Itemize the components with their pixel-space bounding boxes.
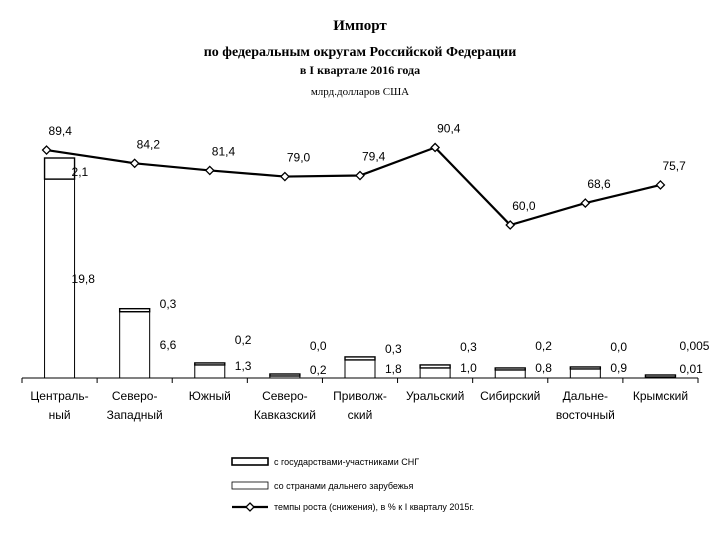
bar-cis [420, 365, 450, 368]
x-tick-label: восточный [555, 408, 615, 422]
data-label-far-abroad: 1,8 [385, 362, 402, 376]
chart-subtitle: по федеральным округам Российской Федерации [203, 45, 517, 60]
data-label-cis: 0,2 [234, 333, 252, 347]
line-point [581, 199, 589, 207]
legend-label-growth: темпы роста (снижения), в % к I кварталу 2015г. [274, 502, 475, 512]
data-label-cis: 0,0 [309, 339, 327, 353]
x-tick-label: Уральский [405, 389, 465, 403]
legend-marker-growth [246, 503, 254, 511]
legend-swatch-cis [232, 458, 268, 465]
data-label-growth: 84,2 [136, 137, 161, 152]
data-label-far-abroad: 0,2 [309, 363, 327, 377]
data-label-growth: 60,0 [512, 199, 536, 213]
legend-label-cis: с государствами-участниками СНГ [274, 457, 420, 467]
x-tick-label: Крымский [632, 389, 689, 403]
bar-cis [120, 309, 150, 312]
x-tick-label: Сибирский [480, 389, 541, 403]
chart-subtitle-period: в I квартале 2016 года [299, 63, 421, 77]
chart-title: Импорт [333, 18, 387, 34]
bar-cis [345, 357, 375, 360]
bar-cis [270, 374, 300, 376]
data-label-far-abroad: 1,3 [234, 359, 252, 373]
data-label-cis: 2,1 [71, 165, 89, 179]
bar-far-abroad [420, 368, 450, 378]
bar-far-abroad [495, 370, 525, 378]
line-point [281, 173, 289, 181]
line-point [206, 166, 214, 174]
x-tick-label: Дальне- [562, 389, 609, 403]
bar-far-abroad [570, 369, 600, 378]
data-label-cis: 0,2 [535, 339, 552, 353]
bar-cis [570, 367, 600, 369]
bar-far-abroad [45, 179, 75, 378]
data-label-cis: 0,0 [610, 340, 628, 354]
data-label-cis: 0,3 [159, 297, 177, 311]
bar-cis [195, 363, 225, 365]
bar-far-abroad [195, 365, 225, 378]
x-tick-label: Приволж- [333, 389, 387, 403]
data-label-growth: 68,6 [587, 177, 611, 192]
legend-swatch-far-abroad [232, 482, 268, 489]
line-point [356, 172, 364, 180]
data-label-far-abroad: 0,8 [535, 361, 552, 375]
data-label-growth: 75,7 [662, 158, 686, 173]
data-label-far-abroad: 0,01 [679, 362, 703, 376]
data-label-growth: 79,0 [286, 150, 311, 165]
data-label-cis: 0,3 [385, 342, 402, 356]
x-tick-label: Южный [188, 389, 231, 403]
x-tick-label: ный [48, 408, 71, 422]
x-tick-label: Централь- [30, 389, 89, 403]
data-label-growth: 81,4 [211, 144, 236, 159]
x-tick-label: Северо- [111, 389, 158, 403]
data-label-far-abroad: 19,8 [71, 272, 95, 286]
data-label-growth: 79,4 [362, 149, 386, 164]
bar-cis [495, 368, 525, 370]
chart-units: млрд.долларов США [310, 86, 410, 98]
bar-cis [645, 375, 675, 377]
bar-cis [45, 158, 75, 179]
data-label-growth: 89,4 [48, 124, 72, 139]
line-point [656, 181, 664, 189]
legend-label-far-abroad: со странами дальнего зарубежья [274, 481, 414, 491]
data-label-far-abroad: 0,9 [610, 361, 628, 375]
data-label-far-abroad: 6,6 [159, 338, 177, 352]
series-line-growth [47, 147, 661, 225]
bar-far-abroad [120, 312, 150, 378]
data-label-far-abroad: 1,0 [460, 361, 477, 375]
x-tick-label: Северо- [262, 389, 308, 403]
data-label-cis: 0,005 [679, 339, 710, 353]
legend [232, 457, 474, 512]
x-tick-label: Западный [106, 408, 163, 422]
bar-far-abroad [345, 360, 375, 378]
x-tick-label: Кавказский [253, 408, 316, 422]
line-point [131, 159, 139, 167]
line-point [43, 146, 51, 154]
data-label-growth: 90,4 [437, 121, 461, 136]
data-label-cis: 0,3 [460, 340, 477, 354]
plot-area [22, 121, 710, 422]
x-tick-label: ский [347, 408, 373, 422]
